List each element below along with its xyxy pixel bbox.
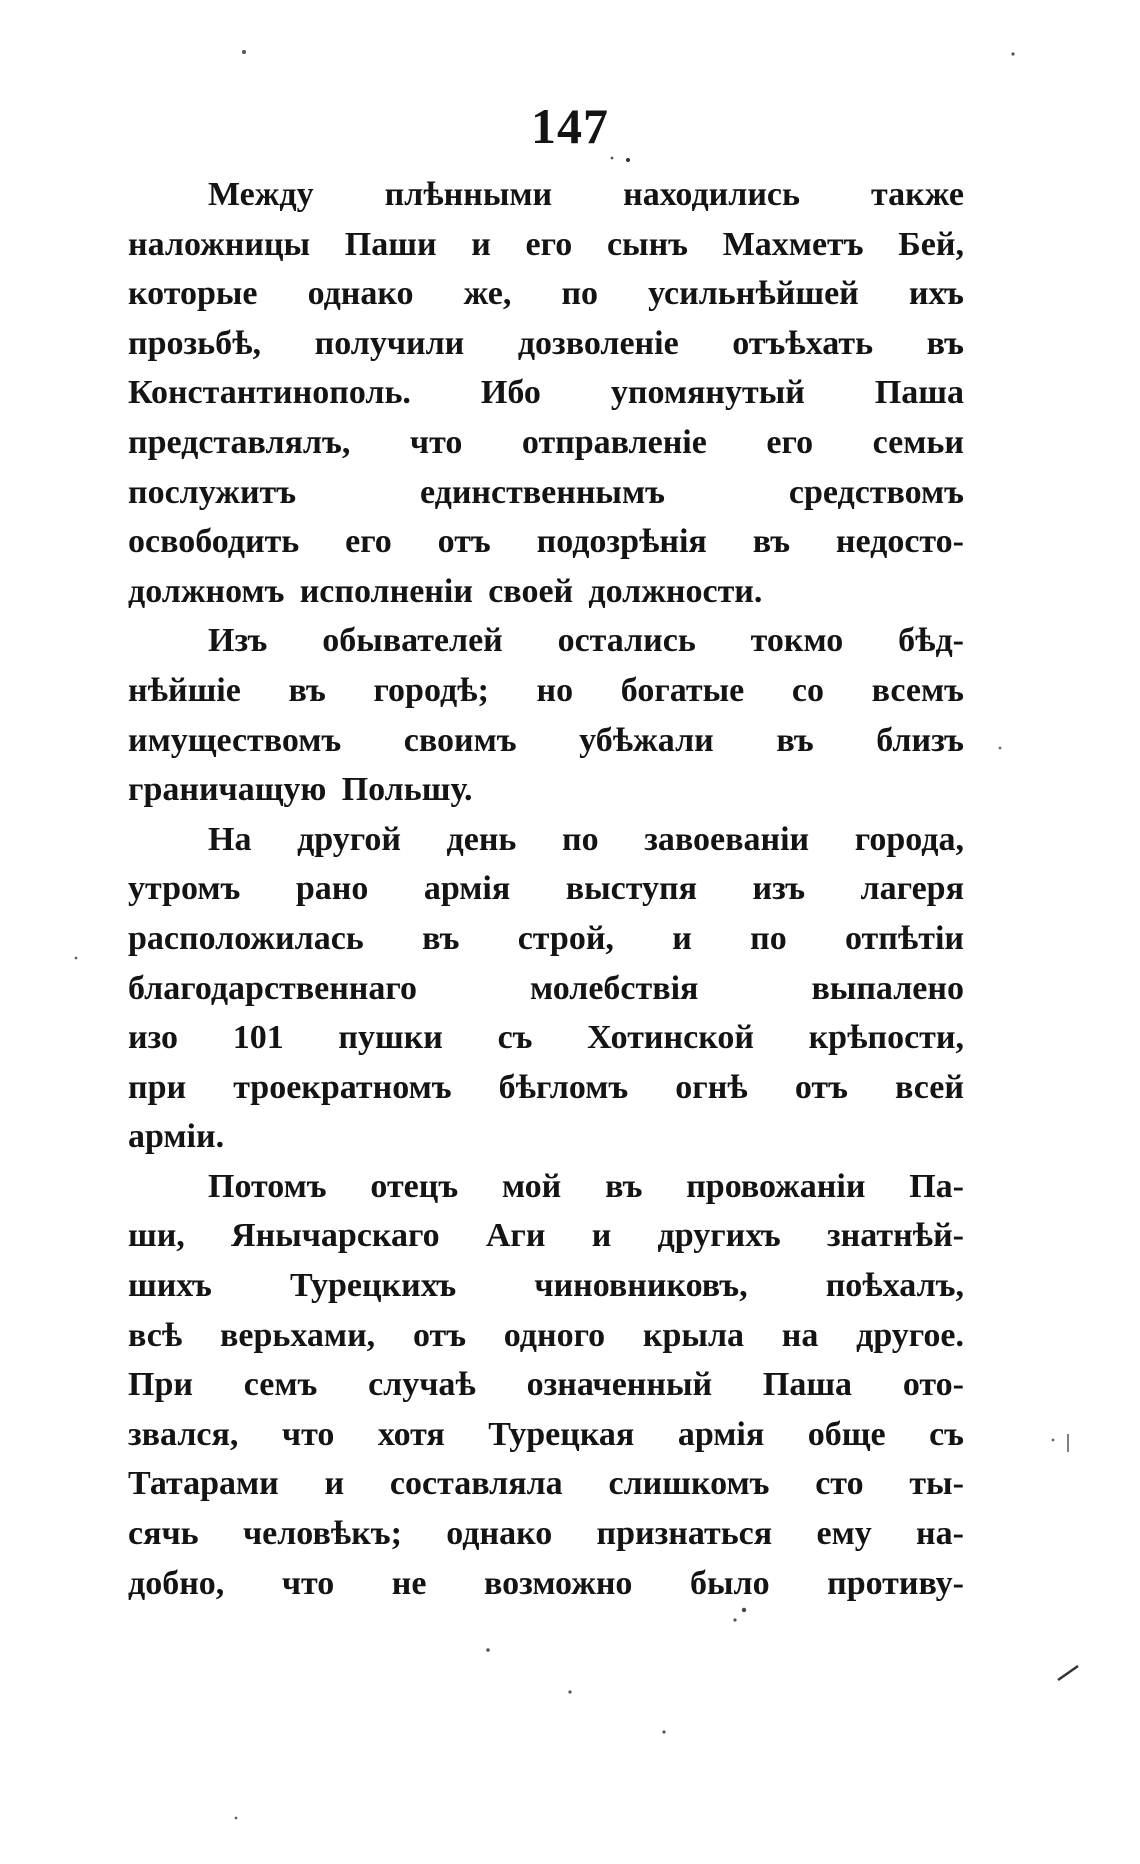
word: знатнѣй- [827, 1217, 964, 1255]
word: Между [208, 176, 314, 213]
word: пушки [338, 1019, 443, 1057]
word: Махметъ [722, 225, 864, 263]
word: въ [605, 1167, 643, 1205]
word: его [766, 423, 814, 461]
word: троекратномъ [233, 1068, 452, 1106]
text-line [128, 269, 964, 319]
word: сто [815, 1465, 864, 1503]
word: ото- [902, 1366, 964, 1404]
word: на- [916, 1515, 964, 1553]
word: одного [503, 1316, 606, 1354]
word: сынъ [606, 225, 688, 263]
word: чиновниковъ, [534, 1267, 748, 1305]
word: и [591, 1217, 612, 1255]
word: однако [446, 1515, 553, 1553]
text-line [128, 815, 964, 865]
word: ихъ [908, 275, 964, 313]
word: Бей, [898, 225, 964, 263]
word: представлялъ, [128, 423, 351, 461]
word: признаться [596, 1515, 773, 1553]
text-line [128, 418, 964, 468]
word: изо [128, 1019, 179, 1057]
word: Па- [909, 1167, 964, 1205]
word: крѣпости, [808, 1019, 964, 1057]
word: было [689, 1564, 770, 1602]
word: богатые [620, 671, 745, 709]
word: остались [557, 622, 696, 660]
word: послужитъ [128, 473, 297, 511]
text-line [128, 1360, 964, 1410]
word: Константинополь. [128, 374, 411, 412]
word: провожаніи [686, 1167, 866, 1205]
word: Хотинской [587, 1019, 754, 1057]
word: ты- [909, 1465, 964, 1503]
word: сячь [128, 1515, 199, 1553]
word: и [324, 1465, 345, 1503]
word: строй, [517, 919, 614, 957]
word: При [128, 1366, 193, 1404]
word: выступя [565, 870, 698, 908]
text-line [128, 1112, 964, 1162]
word: по [561, 275, 599, 313]
word: наложницы [128, 225, 311, 263]
word: что [281, 1415, 335, 1453]
word: мой [501, 1167, 562, 1205]
word: исполненіи [299, 572, 473, 610]
word: арміи. [128, 1118, 225, 1156]
word: своей [488, 572, 574, 610]
word: означенный [526, 1366, 713, 1404]
word: съ [497, 1019, 533, 1057]
word: изъ [752, 870, 806, 908]
word: человѣкъ; [242, 1515, 402, 1553]
text-line [128, 1211, 964, 1261]
word: завоеваніи [644, 820, 810, 858]
word: лагеря [860, 870, 964, 908]
word: имуществомъ [128, 721, 342, 759]
word: семьи [872, 423, 964, 461]
word: слишкомъ [608, 1465, 770, 1503]
word: его [345, 523, 392, 561]
word: крыла [642, 1316, 745, 1354]
word: Паши [344, 225, 437, 263]
word: отъѣхать [732, 324, 874, 362]
word: всѣ [128, 1316, 183, 1354]
text-line [128, 864, 964, 914]
word: противу- [827, 1564, 964, 1602]
word: выпалено [811, 969, 964, 1007]
word: подозрѣнія [536, 523, 707, 561]
text-line [128, 716, 964, 766]
text-line [128, 220, 964, 270]
word: бѣгломъ [498, 1068, 629, 1106]
word: Татарами [128, 1465, 279, 1503]
text-line [128, 368, 964, 418]
word: хотя [377, 1415, 445, 1453]
text-line [128, 170, 964, 220]
word: со [791, 671, 824, 709]
word: средствомъ [788, 473, 964, 511]
word: ему [816, 1515, 872, 1553]
text-line [128, 616, 964, 666]
word: не [391, 1564, 427, 1602]
word: бѣд- [898, 622, 964, 660]
text-line [128, 1459, 964, 1509]
word: отправленіе [521, 423, 707, 461]
word: отецъ [370, 1167, 459, 1205]
text-line [128, 1559, 964, 1609]
text-line [128, 468, 964, 518]
word: близъ [876, 721, 964, 759]
text-line [128, 319, 964, 369]
word: всей [894, 1068, 964, 1106]
word: отпѣтіи [845, 919, 964, 957]
word: возможно [484, 1564, 633, 1602]
word: ши, [128, 1217, 185, 1255]
word: при [128, 1068, 187, 1106]
word: Ибо [480, 374, 541, 412]
word: и [471, 225, 491, 263]
word: единственнымъ [419, 473, 665, 511]
word: нѣйшіе [128, 671, 241, 709]
word: Паша [762, 1366, 853, 1404]
word: Турецкихъ [289, 1267, 457, 1305]
word: въ [422, 919, 460, 957]
word: Изъ [208, 622, 268, 660]
word: должности. [588, 572, 763, 610]
word: должномъ [128, 572, 285, 610]
word: по [562, 820, 599, 858]
word: Польшу. [341, 771, 473, 809]
word: случаѣ [368, 1366, 476, 1404]
word: плѣнными [384, 176, 553, 213]
word: армія [423, 870, 511, 908]
word: своимъ [403, 721, 517, 759]
text-line [128, 1162, 964, 1212]
text-line [128, 567, 964, 617]
word: на [781, 1316, 819, 1354]
word: находились [623, 176, 800, 213]
word: въ [776, 721, 814, 759]
text-line [128, 1063, 964, 1113]
word: другое. [856, 1316, 964, 1354]
word: армія [677, 1415, 765, 1453]
word: въ [752, 523, 791, 561]
word: шихъ [128, 1267, 212, 1305]
word: упомянутый [610, 374, 805, 412]
word: токмо [750, 622, 844, 660]
word: день [446, 820, 517, 858]
word: недосто- [835, 523, 964, 561]
word: звался, [128, 1415, 239, 1453]
word: въ [926, 324, 964, 362]
text-line [128, 914, 964, 964]
word: другой [297, 820, 401, 858]
word: утромъ [128, 870, 241, 908]
word: Янычарскаго [231, 1217, 440, 1255]
word: обывателей [322, 622, 503, 660]
word: составляла [389, 1465, 563, 1503]
word: городѣ; [373, 671, 489, 709]
text-line [128, 1509, 964, 1559]
word: получили [314, 324, 465, 362]
word: семъ [243, 1366, 318, 1404]
word: которые [128, 275, 258, 313]
text-line [128, 666, 964, 716]
text-line [128, 1013, 964, 1063]
word: Потомъ [208, 1167, 327, 1205]
word: освободить [128, 523, 300, 561]
word: отъ [794, 1068, 848, 1106]
word: усильнѣйшей [648, 275, 859, 313]
word: рано [295, 870, 369, 908]
text-line [128, 1311, 964, 1361]
text-line [128, 1410, 964, 1460]
word: отъ [412, 1316, 467, 1354]
word: граничащую [128, 771, 327, 809]
word: всемъ [871, 671, 964, 709]
word: благодарственнаго [128, 969, 417, 1007]
word: обще [807, 1415, 886, 1453]
word: дозволеніе [517, 324, 679, 362]
word: Аги [485, 1217, 546, 1255]
word: огнѣ [675, 1068, 748, 1106]
word: съ [929, 1415, 964, 1453]
page-number: 147 [531, 98, 609, 154]
word: его [525, 225, 573, 263]
word: верьхами, [220, 1316, 376, 1354]
word: другихъ [657, 1217, 781, 1255]
word: Турецкая [488, 1415, 635, 1453]
word: и [672, 919, 692, 957]
word: по [750, 919, 787, 957]
text-line [128, 964, 964, 1014]
text-line [128, 1261, 964, 1311]
word: же, [463, 275, 512, 313]
word: что [409, 423, 463, 461]
word: Паша [874, 374, 964, 412]
word: поѣхалъ, [825, 1267, 964, 1305]
word: убѣжали [579, 721, 714, 759]
word: города, [854, 820, 964, 858]
word: прозьбѣ, [128, 324, 262, 362]
word: отъ [437, 523, 491, 561]
word: расположилась [128, 919, 364, 957]
word: однако [307, 275, 414, 313]
word: что [281, 1564, 335, 1602]
word: добно, [128, 1564, 225, 1602]
word: На [208, 820, 252, 858]
word: также [870, 176, 964, 213]
word: но [536, 671, 574, 709]
body-text [128, 170, 964, 1608]
word: 101 [232, 1019, 284, 1057]
text-line [128, 517, 964, 567]
word: молебствія [529, 969, 699, 1007]
text-line [128, 765, 964, 815]
word: въ [288, 671, 326, 709]
